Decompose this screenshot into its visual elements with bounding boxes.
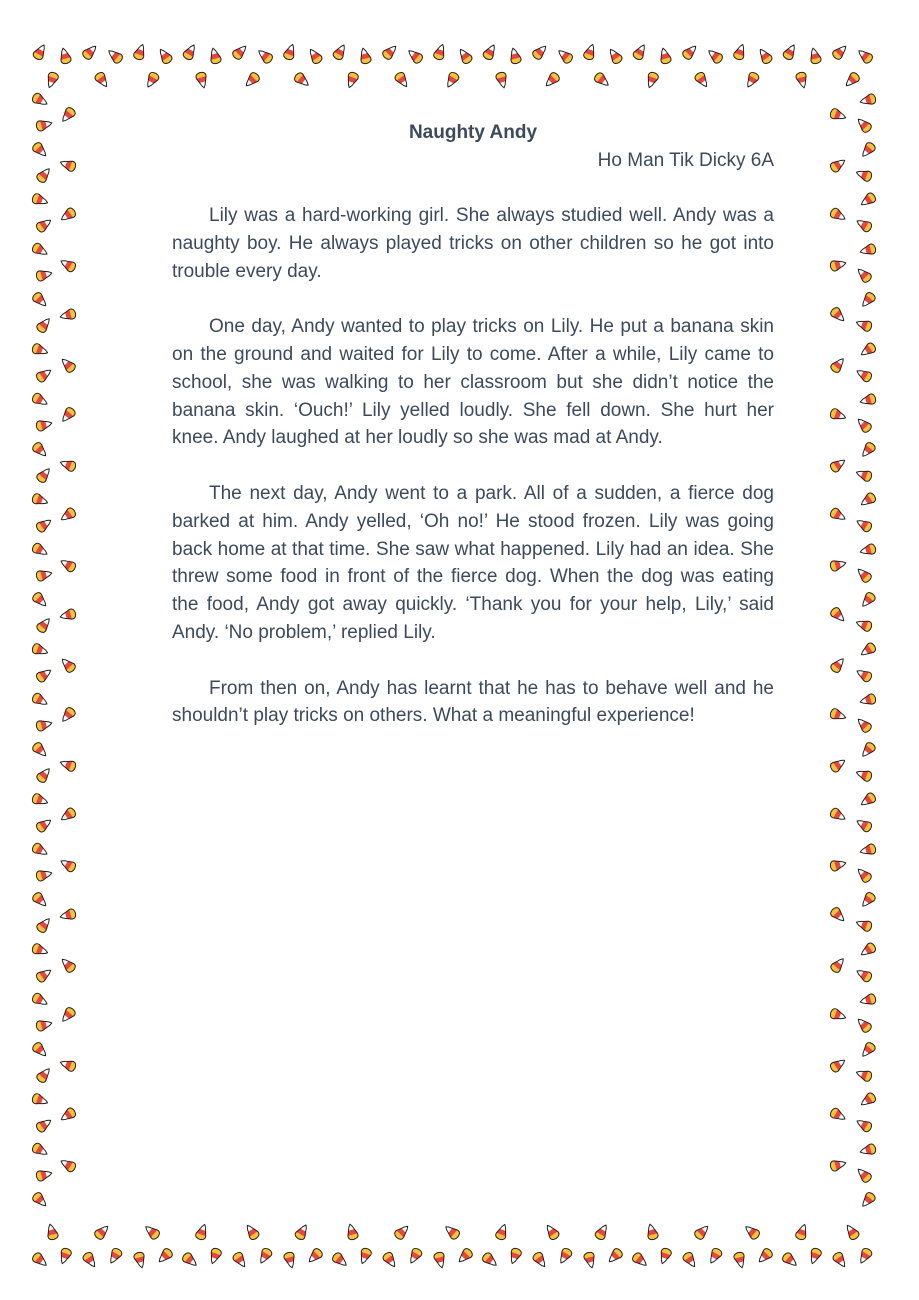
candy-corn-icon xyxy=(543,71,561,89)
candy-corn-icon xyxy=(829,756,848,773)
candy-corn-icon xyxy=(859,291,877,310)
candy-corn-icon xyxy=(859,93,877,107)
candy-corn-icon xyxy=(306,1247,324,1265)
candy-corn-icon xyxy=(782,42,799,61)
candy-corn-icon xyxy=(606,1247,624,1265)
candy-corn-icon xyxy=(843,1222,860,1241)
candy-corn-icon xyxy=(59,1006,77,1025)
candy-corn-icon xyxy=(156,46,173,65)
candy-corn-icon xyxy=(133,1251,147,1269)
candy-corn-icon xyxy=(59,1057,77,1072)
candy-corn-icon xyxy=(829,1008,847,1023)
candy-corn-icon xyxy=(31,692,50,709)
candy-corn-icon xyxy=(456,1247,474,1265)
candy-corn-icon xyxy=(855,1016,873,1034)
candy-corn-icon xyxy=(59,608,77,622)
candy-corn-icon xyxy=(829,906,847,924)
candy-corn-icon xyxy=(859,1041,877,1060)
candy-corn-icon xyxy=(583,1251,597,1269)
candy-corn-icon xyxy=(59,908,77,922)
candy-corn-icon xyxy=(257,1247,274,1266)
candy-corn-icon xyxy=(59,157,77,172)
candy-corn-icon xyxy=(35,816,54,833)
candy-corn-icon xyxy=(35,1066,53,1085)
candy-corn-icon xyxy=(858,1091,877,1108)
candy-corn-icon xyxy=(854,1117,873,1134)
candy-corn-icon xyxy=(35,118,53,132)
candy-corn-icon xyxy=(456,46,473,65)
candy-corn-icon xyxy=(859,243,877,257)
candy-corn-icon xyxy=(829,807,848,824)
candy-corn-icon xyxy=(507,1247,522,1265)
candy-corn-icon xyxy=(858,491,877,508)
candy-corn-icon xyxy=(855,917,873,932)
candy-corn-icon xyxy=(106,47,125,65)
candy-corn-icon xyxy=(35,868,53,882)
candy-corn-icon xyxy=(243,71,261,89)
candy-corn-icon xyxy=(855,716,873,734)
candy-corn-icon xyxy=(31,343,49,358)
candy-corn-icon xyxy=(344,71,359,89)
candy-corn-icon xyxy=(283,1251,297,1269)
candy-corn-icon xyxy=(35,216,54,233)
candy-corn-icon xyxy=(45,1223,59,1241)
candy-corn-icon xyxy=(543,1222,560,1241)
candy-corn-icon xyxy=(854,667,873,684)
candy-corn-icon xyxy=(133,43,148,61)
candy-corn-icon xyxy=(859,591,877,610)
candy-corn-icon xyxy=(858,341,877,358)
candy-corn-icon xyxy=(859,1191,877,1210)
candy-corn-icon xyxy=(182,42,199,61)
candy-corn-icon xyxy=(843,71,861,89)
candy-corn-icon xyxy=(35,916,53,935)
candy-corn-icon xyxy=(829,656,847,675)
candy-corn-icon xyxy=(181,1251,200,1269)
candy-corn-icon xyxy=(829,956,847,975)
candy-corn-icon xyxy=(594,1222,611,1241)
candy-corn-icon xyxy=(59,308,77,322)
candy-corn-icon xyxy=(58,257,77,274)
candy-corn-icon xyxy=(829,606,847,624)
candy-corn-icon xyxy=(81,43,99,61)
candy-corn-icon xyxy=(31,92,50,109)
candy-corn-icon xyxy=(531,1251,548,1270)
candy-corn-icon xyxy=(306,46,323,65)
candy-corn-icon xyxy=(855,566,873,584)
candy-corn-icon xyxy=(144,71,161,90)
candy-corn-icon xyxy=(31,992,50,1009)
candy-corn-icon xyxy=(31,643,49,658)
candy-corn-icon xyxy=(795,1223,810,1241)
candy-corn-icon xyxy=(231,1251,248,1270)
candy-corn-icon xyxy=(93,1223,111,1241)
candy-corn-icon xyxy=(657,1247,672,1265)
candy-corn-icon xyxy=(195,1223,210,1241)
candy-corn-icon xyxy=(345,1223,359,1241)
candy-corn-icon xyxy=(44,71,59,89)
candy-corn-icon xyxy=(433,43,448,61)
candy-corn-icon xyxy=(31,1093,49,1108)
candy-corn-icon xyxy=(58,47,72,65)
candy-corn-icon xyxy=(381,43,399,61)
candy-corn-icon xyxy=(829,1056,848,1073)
candy-corn-icon xyxy=(706,47,725,65)
candy-corn-icon xyxy=(855,1067,873,1082)
candy-corn-icon xyxy=(31,493,49,508)
candy-corn-icon xyxy=(859,1143,877,1157)
candy-corn-icon xyxy=(59,356,77,374)
story-author: Ho Man Tik Dicky 6A xyxy=(597,150,774,171)
story-paragraph: The next day, Andy went to a park. All of a sudden, a fierce dog barked at him. Andy yelled, ‘Oh no!’ He stood frozen. Lily was going back home at that time. She saw what happened. Lily had an idea. She threw some food in front of the fierce dog. When the dog was eating the food, Andy got away quickly. ‘Thank you for your help, Lily,’ said Andy. ‘No problem,’ replied Lily. xyxy=(172,482,774,643)
candy-corn-icon xyxy=(829,156,848,173)
candy-corn-icon xyxy=(829,356,847,375)
candy-corn-icon xyxy=(855,167,873,182)
candy-corn-icon xyxy=(829,456,848,473)
candy-corn-icon xyxy=(829,108,847,123)
candy-corn-icon xyxy=(59,956,77,974)
candy-corn-icon xyxy=(35,268,53,282)
candy-corn-icon xyxy=(58,1157,77,1174)
candy-corn-icon xyxy=(407,1247,424,1266)
candy-corn-icon xyxy=(58,806,77,823)
candy-corn-icon xyxy=(632,42,649,61)
candy-corn-icon xyxy=(859,891,877,910)
candy-corn-icon xyxy=(35,418,53,432)
candy-corn-icon xyxy=(31,242,50,259)
candy-corn-icon xyxy=(93,71,110,90)
candy-corn-icon xyxy=(854,817,873,834)
candy-corn-icon xyxy=(433,1251,447,1269)
candy-corn-icon xyxy=(35,466,53,485)
candy-corn-icon xyxy=(829,207,848,224)
candy-corn-icon xyxy=(829,258,847,272)
candy-corn-icon xyxy=(35,366,54,383)
candy-corn-icon xyxy=(59,406,77,425)
candy-corn-icon xyxy=(855,467,873,482)
candy-corn-icon xyxy=(855,266,873,284)
candy-corn-icon xyxy=(693,1223,711,1241)
candy-corn-icon xyxy=(444,71,461,90)
candy-corn-icon xyxy=(859,693,877,707)
candy-corn-icon xyxy=(829,1107,848,1124)
candy-corn-icon xyxy=(854,217,873,234)
candy-corn-icon xyxy=(557,1247,574,1266)
candy-corn-icon xyxy=(31,193,49,208)
candy-corn-icon xyxy=(855,617,873,632)
candy-corn-icon xyxy=(256,47,275,65)
candy-corn-icon xyxy=(58,206,77,223)
candy-corn-icon xyxy=(733,1251,747,1269)
candy-corn-icon xyxy=(681,43,699,61)
candy-corn-icon xyxy=(606,46,623,65)
candy-corn-icon xyxy=(31,1251,50,1269)
candy-corn-icon xyxy=(707,1247,724,1266)
candy-corn-icon xyxy=(59,656,77,674)
candy-corn-icon xyxy=(855,416,873,434)
candy-corn-icon xyxy=(854,367,873,384)
candy-corn-icon xyxy=(855,116,873,134)
candy-corn-icon xyxy=(733,43,748,61)
candy-corn-icon xyxy=(31,291,49,309)
candy-corn-icon xyxy=(156,1247,174,1265)
candy-corn-icon xyxy=(207,1247,222,1265)
story-body xyxy=(172,202,774,758)
candy-corn-icon xyxy=(631,1251,650,1269)
candy-corn-icon xyxy=(81,1251,98,1270)
candy-corn-icon xyxy=(858,791,877,808)
candy-corn-icon xyxy=(35,666,54,683)
candy-corn-icon xyxy=(593,71,612,89)
candy-corn-icon xyxy=(293,71,312,89)
candy-corn-icon xyxy=(859,441,877,460)
candy-corn-icon xyxy=(644,71,659,89)
candy-corn-icon xyxy=(31,542,50,559)
candy-corn-icon xyxy=(855,317,873,332)
candy-corn-icon xyxy=(107,1247,124,1266)
candy-corn-icon xyxy=(331,1251,350,1269)
candy-corn-icon xyxy=(393,1223,411,1241)
candy-corn-icon xyxy=(854,517,873,534)
candy-corn-icon xyxy=(31,891,49,909)
candy-corn-icon xyxy=(393,71,410,90)
candy-corn-icon xyxy=(31,1041,49,1059)
candy-corn-icon xyxy=(59,106,77,125)
candy-corn-icon xyxy=(35,316,53,335)
candy-corn-icon xyxy=(859,543,877,557)
candy-corn-icon xyxy=(829,858,847,872)
candy-corn-icon xyxy=(143,1223,162,1241)
candy-corn-icon xyxy=(332,42,349,61)
candy-corn-icon xyxy=(857,1247,874,1266)
candy-corn-icon xyxy=(58,557,77,574)
candy-corn-icon xyxy=(808,47,822,65)
candy-corn-icon xyxy=(243,1222,260,1241)
candy-corn-icon xyxy=(743,1223,762,1241)
candy-corn-icon xyxy=(508,47,522,65)
candy-corn-icon xyxy=(31,943,49,958)
candy-corn-icon xyxy=(31,793,49,808)
candy-corn-icon xyxy=(381,1251,398,1270)
candy-corn-icon xyxy=(59,757,77,772)
candy-corn-icon xyxy=(858,941,877,958)
candy-corn-icon xyxy=(31,1142,50,1159)
candy-corn-icon xyxy=(35,766,53,785)
candy-corn-icon xyxy=(31,842,50,859)
candy-corn-icon xyxy=(795,71,809,89)
candy-corn-icon xyxy=(858,641,877,658)
candy-corn-icon xyxy=(829,306,847,324)
candy-corn-icon xyxy=(294,1222,311,1241)
candy-corn-icon xyxy=(829,1158,847,1172)
candy-corn-icon xyxy=(35,1116,54,1133)
candy-corn-icon xyxy=(531,43,549,61)
candy-corn-icon xyxy=(31,1191,49,1209)
candy-corn-icon xyxy=(31,141,49,159)
candy-corn-icon xyxy=(856,47,875,65)
candy-corn-icon xyxy=(59,457,77,472)
candy-corn-icon xyxy=(859,393,877,407)
candy-corn-icon xyxy=(406,47,425,65)
candy-corn-icon xyxy=(283,43,298,61)
candy-corn-icon xyxy=(35,1018,53,1032)
candy-corn-icon xyxy=(32,42,49,61)
candy-corn-icon xyxy=(357,1247,372,1265)
candy-corn-icon xyxy=(831,43,849,61)
candy-corn-icon xyxy=(31,392,50,409)
candy-corn-icon xyxy=(645,1223,659,1241)
candy-corn-icon xyxy=(58,506,77,523)
candy-corn-icon xyxy=(781,1251,800,1269)
candy-corn-icon xyxy=(195,71,209,89)
candy-corn-icon xyxy=(31,741,49,759)
candy-corn-icon xyxy=(59,706,77,725)
candy-corn-icon xyxy=(31,591,49,609)
candy-corn-icon xyxy=(31,441,49,459)
candy-corn-icon xyxy=(807,1247,822,1265)
candy-corn-icon xyxy=(854,967,873,984)
story-paragraph: Lily was a hard-working girl. She always studied well. Andy was a naughty boy. He always played tricks on other children so he got into trouble every day. xyxy=(172,205,774,282)
candy-corn-icon xyxy=(681,1251,698,1270)
candy-corn-icon xyxy=(495,71,509,89)
candy-corn-icon xyxy=(855,866,873,884)
candy-corn-icon xyxy=(831,1251,848,1270)
candy-corn-icon xyxy=(35,616,53,635)
candy-corn-icon xyxy=(859,141,877,160)
candy-corn-icon xyxy=(859,843,877,857)
candy-corn-icon xyxy=(859,741,877,760)
candy-corn-icon xyxy=(35,166,53,185)
candy-corn-icon xyxy=(481,1251,500,1269)
candy-corn-icon xyxy=(35,718,53,732)
candy-corn-icon xyxy=(58,1106,77,1123)
candy-corn-icon xyxy=(693,71,710,90)
candy-corn-icon xyxy=(58,857,77,874)
candy-corn-icon xyxy=(556,47,575,65)
candy-corn-icon xyxy=(583,43,598,61)
candy-corn-icon xyxy=(756,1247,774,1265)
candy-corn-icon xyxy=(35,1168,53,1182)
candy-corn-icon xyxy=(859,993,877,1007)
candy-corn-icon xyxy=(658,47,672,65)
candy-corn-icon xyxy=(855,1166,873,1184)
candy-corn-icon xyxy=(358,47,372,65)
candy-corn-icon xyxy=(35,516,54,533)
candy-corn-icon xyxy=(57,1247,72,1265)
candy-corn-icon xyxy=(495,1223,510,1241)
candy-corn-icon xyxy=(482,42,499,61)
story-paragraph: One day, Andy wanted to play tricks on Lily. He put a banana skin on the ground and waited for Lily to come. After a while, Lily came to school, she was walking to her classroom but she didn’t notice the banana skin. ‘Ouch!’ Lily yelled loudly. She fell down. She hurt her knee. Andy laughed at her loudly so she was mad at Andy. xyxy=(172,316,774,449)
candy-corn-icon xyxy=(855,767,873,782)
story-title: Naughty Andy xyxy=(408,122,538,143)
candy-corn-icon xyxy=(829,507,848,524)
candy-corn-icon xyxy=(829,408,847,423)
candy-corn-icon xyxy=(35,568,53,582)
candy-corn-icon xyxy=(829,558,847,572)
candy-corn-icon xyxy=(208,47,222,65)
story-paragraph: From then on, Andy has learnt that he has to behave well and he shouldn’t play tricks on others. What a meaningful experience! xyxy=(172,677,774,727)
candy-corn-icon xyxy=(443,1223,462,1241)
candy-corn-icon xyxy=(231,43,249,61)
candy-corn-icon xyxy=(756,46,773,65)
candy-corn-icon xyxy=(35,966,54,983)
candy-corn-icon xyxy=(858,191,877,208)
candy-corn-icon xyxy=(744,71,761,90)
candy-corn-icon xyxy=(829,708,847,723)
